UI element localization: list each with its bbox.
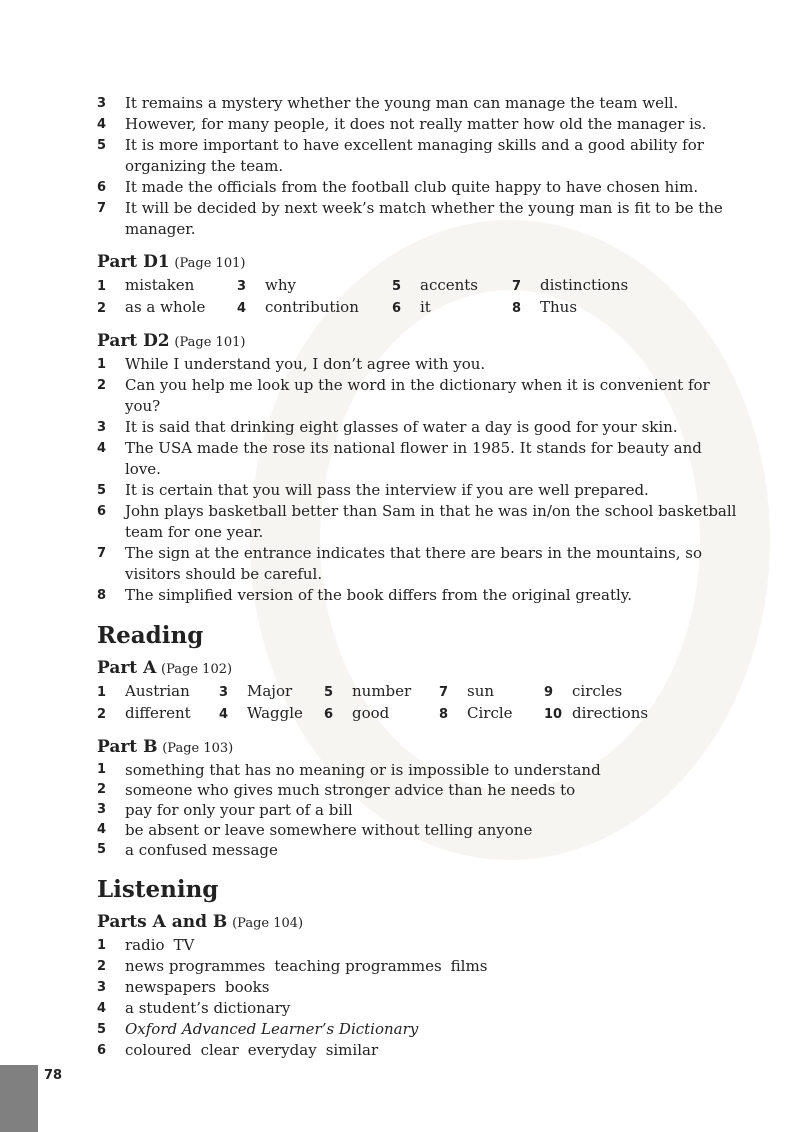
reading-part-a-answers	[97, 681, 737, 725]
answer-cell: 7 sun	[439, 682, 495, 700]
list-item: 2 news programmes teaching programmes films	[97, 957, 488, 975]
answer-word: clear	[200, 1041, 239, 1059]
list-item: 2 someone who gives much stronger advice than he needs to	[97, 781, 576, 799]
page-number: 78	[44, 1068, 63, 1083]
answer-cell: 1 Austrian	[97, 682, 190, 700]
answer-cell: 1 mistaken	[97, 276, 195, 294]
answer-cell: 6 it	[392, 298, 431, 316]
list-item: 1 something that has no meaning or is impossible to understand	[97, 761, 601, 779]
answer-word: newspapers	[125, 978, 216, 996]
answer-key-content	[97, 93, 737, 1061]
list-item: 6 coloured clear everyday similar	[97, 1041, 379, 1059]
answer-word: Oxford Advanced Learner’s Dictionary	[125, 1020, 419, 1038]
answer-word: coloured	[125, 1041, 192, 1059]
answer-word: similar	[325, 1041, 379, 1059]
part-d2-heading: Part D2 (Page 101)	[97, 331, 246, 351]
answer-word: teaching programmes	[274, 957, 442, 975]
answer-cell: 7 distinctions	[512, 276, 629, 294]
answer-cell: 3 Major	[219, 682, 293, 700]
list-item: 3 pay for only your part of a bill	[97, 801, 353, 819]
list-item: 6 John plays basketball better than Sam in that he was in/on the school basketball team for one year.	[97, 502, 737, 541]
answer-cell: 8 Thus	[512, 298, 578, 316]
part-d2-answers	[97, 354, 737, 606]
list-item: 7 It will be decided by next week’s match whether the young man is fit to be the manager.	[97, 199, 723, 238]
list-item: 5 Oxford Advanced Learner’s Dictionary	[97, 1020, 419, 1038]
answer-word: news programmes	[125, 957, 266, 975]
answer-cell: 8 Circle	[439, 704, 513, 722]
reading-heading: Reading	[97, 622, 204, 649]
reading-part-a-heading: Part A (Page 102)	[97, 658, 233, 678]
answer-cell: 4 contribution	[237, 298, 359, 316]
list-item: 8 The simplified version of the book differs from the original greatly.	[97, 586, 633, 604]
list-item: 7 The sign at the entrance indicates that there are bears in the mountains, so visitors should be careful.	[97, 544, 703, 583]
answer-word: everyday	[247, 1041, 317, 1059]
page-footer-bar	[0, 1065, 38, 1132]
reading-part-b-answers	[97, 760, 737, 860]
answer-cell: 2 as a whole	[97, 298, 206, 316]
list-item: 3 It is said that drinking eight glasses of water a day is good for your skin.	[97, 418, 678, 436]
list-item: 1 While I understand you, I don’t agree with you.	[97, 355, 486, 373]
list-item: 4 a student’s dictionary	[97, 999, 291, 1017]
answer-cell: 5 accents	[392, 276, 479, 294]
list-item: 2 Can you help me look up the word in the dictionary when it is convenient for you?	[97, 376, 710, 415]
reading-part-b-heading: Part B (Page 103)	[97, 737, 234, 757]
list-item: 1 radio TV	[97, 936, 195, 954]
list-item: 4 be absent or leave somewhere without telling anyone	[97, 821, 533, 839]
list-item: 5 It is certain that you will pass the interview if you are well prepared.	[97, 481, 649, 499]
list-item: 6 It made the officials from the football club quite happy to have chosen him.	[97, 178, 699, 196]
answer-cell: 6 good	[324, 704, 390, 722]
list-item: 3 It remains a mystery whether the young man can manage the team well.	[97, 94, 679, 112]
list-item: 4 The USA made the rose its national flower in 1985. It stands for beauty and love.	[97, 439, 702, 478]
answer-word: books	[224, 978, 270, 996]
list-item: 5 a confused message	[97, 841, 278, 859]
answer-cell: 5 number	[324, 682, 412, 700]
listening-heading: Listening	[97, 876, 219, 903]
answer-cell: 2 different	[97, 704, 191, 722]
listening-answers	[97, 935, 737, 1061]
answer-word: radio	[125, 936, 165, 954]
part-d1-heading: Part D1 (Page 101)	[97, 252, 246, 272]
list-item: 5 It is more important to have excellent managing skills and a good ability for organizing the team.	[97, 136, 704, 175]
answer-word: films	[450, 957, 488, 975]
top-answer-list	[97, 93, 737, 240]
answer-cell: 4 Waggle	[219, 704, 303, 722]
part-d1-answers	[97, 275, 737, 319]
answer-cell: 9 circles	[544, 682, 623, 700]
list-item: 3 newspapers books	[97, 978, 270, 996]
answer-cell: 10 directions	[544, 704, 649, 722]
answer-word: a student’s dictionary	[125, 999, 291, 1017]
answer-cell: 3 why	[237, 276, 296, 294]
listening-parts-ab-heading: Parts A and B (Page 104)	[97, 912, 304, 932]
list-item: 4 However, for many people, it does not really matter how old the manager is.	[97, 115, 707, 133]
answer-word: TV	[173, 936, 195, 954]
